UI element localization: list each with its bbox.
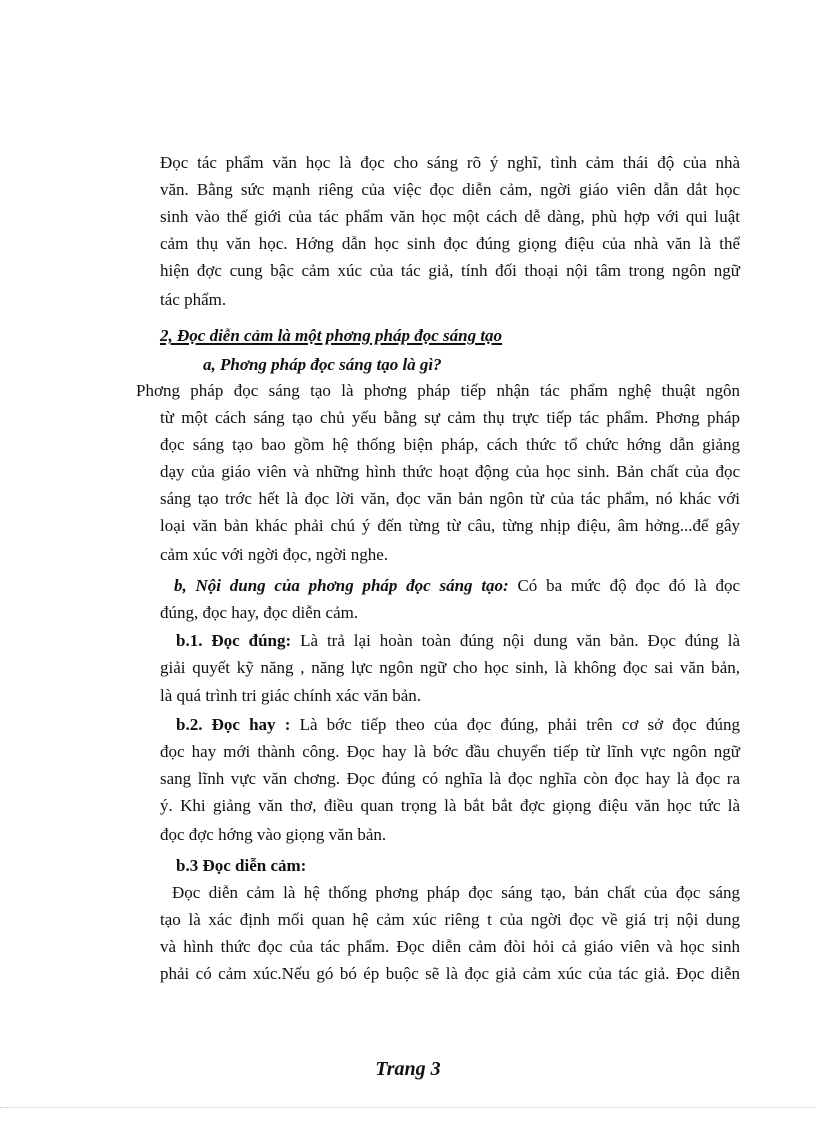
- para-a-line-1: Phơng pháp đọc sáng tạo là phơng pháp tiếp nhận tác phẩm nghệ thuật ngôn: [136, 381, 740, 400]
- b1-line-2: giải quyết kỹ năng , năng lực ngôn ngữ cho học sinh, là không đọc sai văn bản,: [160, 658, 740, 677]
- section-heading: 2, Đọc diễn cảm là một phơng pháp đọc sáng tạo: [160, 326, 503, 345]
- para1-line-6: tác phẩm.: [160, 290, 227, 309]
- para-a-line-7: cảm xúc với ngời đọc, ngời nghe.: [160, 545, 389, 564]
- b2-line-3: sang lĩnh vực văn chơng. Đọc đúng có nghĩa là đọc nghĩa còn đọc hay là đọc ra: [160, 769, 740, 788]
- b2-label: b.2. Đọc hay :: [176, 715, 291, 734]
- b3-line-3: và hình thức đọc của tác phẩm. Đọc diễn cảm đòi hỏi cả giáo viên và học sinh: [160, 937, 740, 956]
- b2-line-5: đọc đợc hớng vào giọng văn bản.: [160, 825, 387, 844]
- para-a-line-6: loại văn bản khác phải chú ý đến từng từ câu, từng nhịp điệu, âm hởng...để gây: [160, 516, 740, 535]
- b3-line-1: Đọc diễn cảm là hệ thống phơng pháp đọc sáng tạo, bản chất của đọc sáng: [172, 883, 740, 902]
- para1-line-1: Đọc tác phẩm văn học là đọc cho sáng rõ ý nghĩ, tình cảm thái độ của nhà: [160, 153, 740, 172]
- b1-label: b.1. Đọc đúng:: [176, 631, 292, 650]
- b3-line-4: phải có cảm xúc.Nếu gó bó ép buộc sẽ là đọc giả cảm xúc của tác giả. Đọc diễn: [160, 964, 740, 983]
- para1-line-4: cảm thụ văn học. Hớng dẫn học sinh đọc đúng giọng điệu của nhà văn là thể: [160, 234, 740, 253]
- b1-lead: Là trả lại hoàn toàn đúng nội dung văn bản. Đọc đúng là: [300, 631, 741, 650]
- subheading-a: a, Phơng pháp đọc sáng tạo là gì?: [203, 355, 442, 374]
- b2-line-1: [176, 715, 740, 735]
- para-b-lead: Có ba mức độ đọc đó là đọc: [517, 576, 740, 595]
- para-a-line-4: dạy của giáo viên và những hình thức hoạt động của học sinh. Bản chất của đọc: [160, 462, 740, 481]
- b3-line-2: tạo là xác định mối quan hệ cảm xúc riêng t của ngời đọc về giá trị nội dung: [160, 910, 740, 929]
- page-footer: Trang 3: [375, 1058, 441, 1080]
- b1-line-1: [176, 631, 740, 651]
- para1-line-2: văn. Bằng sức mạnh riêng của việc đọc diễn cảm, ngời giáo viên dẫn dắt học: [160, 180, 740, 199]
- para1-line-5: hiện đợc cung bậc cảm xúc của tác giả, tính đối thoại nội tâm trong ngôn ngữ: [160, 261, 740, 280]
- para-a-line-3: đọc sáng tạo bao gồm hệ thống biện pháp, cách thức tổ chức hớng dẫn giảng: [160, 435, 740, 454]
- para1-line-3: sinh vào thế giới của tác phẩm văn học một cách dễ dàng, phù hợp với qui luật: [160, 207, 740, 226]
- para-b-line-2: đúng, đọc hay, đọc diễn cảm.: [160, 603, 359, 622]
- b3-heading: b.3 Đọc diễn cảm:: [176, 856, 307, 875]
- b2-line-2: đọc hay mới thành công. Đọc hay là bớc đầu chuyển tiếp từ lĩnh vực ngôn ngữ: [160, 742, 740, 761]
- page-bottom-divider: [0, 1107, 816, 1108]
- para-b-line-1: [174, 576, 740, 596]
- b1-line-3: là quá trình tri giác chính xác văn bản.: [160, 686, 422, 705]
- subheading-b: b, Nội dung của phơng pháp đọc sáng tạo:: [174, 576, 509, 595]
- b2-lead: Là bớc tiếp theo của đọc đúng, phải trên cơ sở đọc đúng: [299, 715, 741, 734]
- para-a-line-5: sáng tạo trớc hết là đọc lời văn, đọc văn bản ngôn từ của tác phẩm, nó khác với: [160, 489, 740, 508]
- b2-line-4: ý. Khi giảng văn thơ, điều quan trọng là bắt bắt đợc giọng điệu văn học tức là: [160, 796, 740, 815]
- para-a-line-2: từ một cách sáng tạo chủ yếu bằng sự cảm thụ trực tiếp tác phẩm. Phơng pháp: [160, 408, 740, 427]
